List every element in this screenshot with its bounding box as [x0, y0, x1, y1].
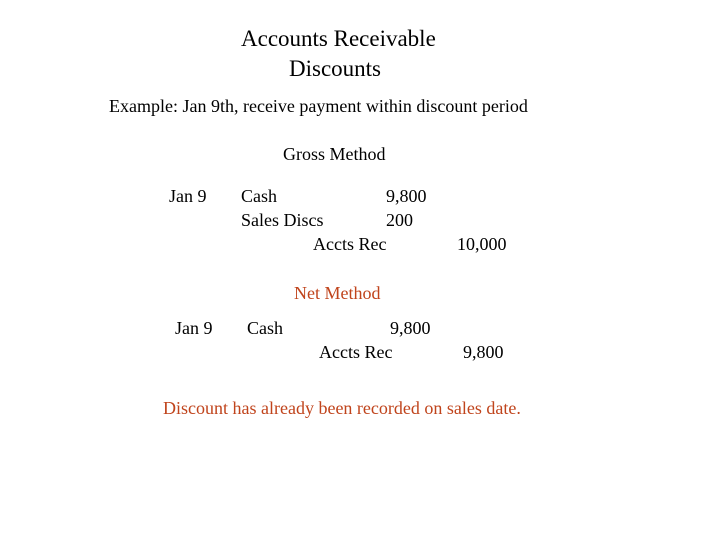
- gross-method-heading: Gross Method: [283, 144, 386, 164]
- gross-entry-account: Cash: [241, 186, 277, 206]
- discount-note: Discount has already been recorded on sales date.: [163, 398, 521, 418]
- title-line-2: Discounts: [289, 56, 381, 81]
- net-entry-debit: 9,800: [390, 318, 431, 338]
- gross-date: Jan 9: [169, 186, 207, 206]
- example-text: Example: Jan 9th, receive payment within discount period: [109, 96, 528, 116]
- gross-entry-debit: 200: [386, 210, 413, 230]
- net-method-heading: Net Method: [294, 283, 381, 303]
- title-line-1: Accounts Receivable: [241, 26, 436, 51]
- net-entry-credit: 9,800: [463, 342, 504, 362]
- gross-entry-credit: 10,000: [457, 234, 507, 254]
- net-entry-account: Accts Rec: [319, 342, 393, 362]
- net-entry-account: Cash: [247, 318, 283, 338]
- gross-entry-account: Sales Discs: [241, 210, 324, 230]
- gross-entry-account: Accts Rec: [313, 234, 387, 254]
- net-date: Jan 9: [175, 318, 213, 338]
- gross-entry-debit: 9,800: [386, 186, 427, 206]
